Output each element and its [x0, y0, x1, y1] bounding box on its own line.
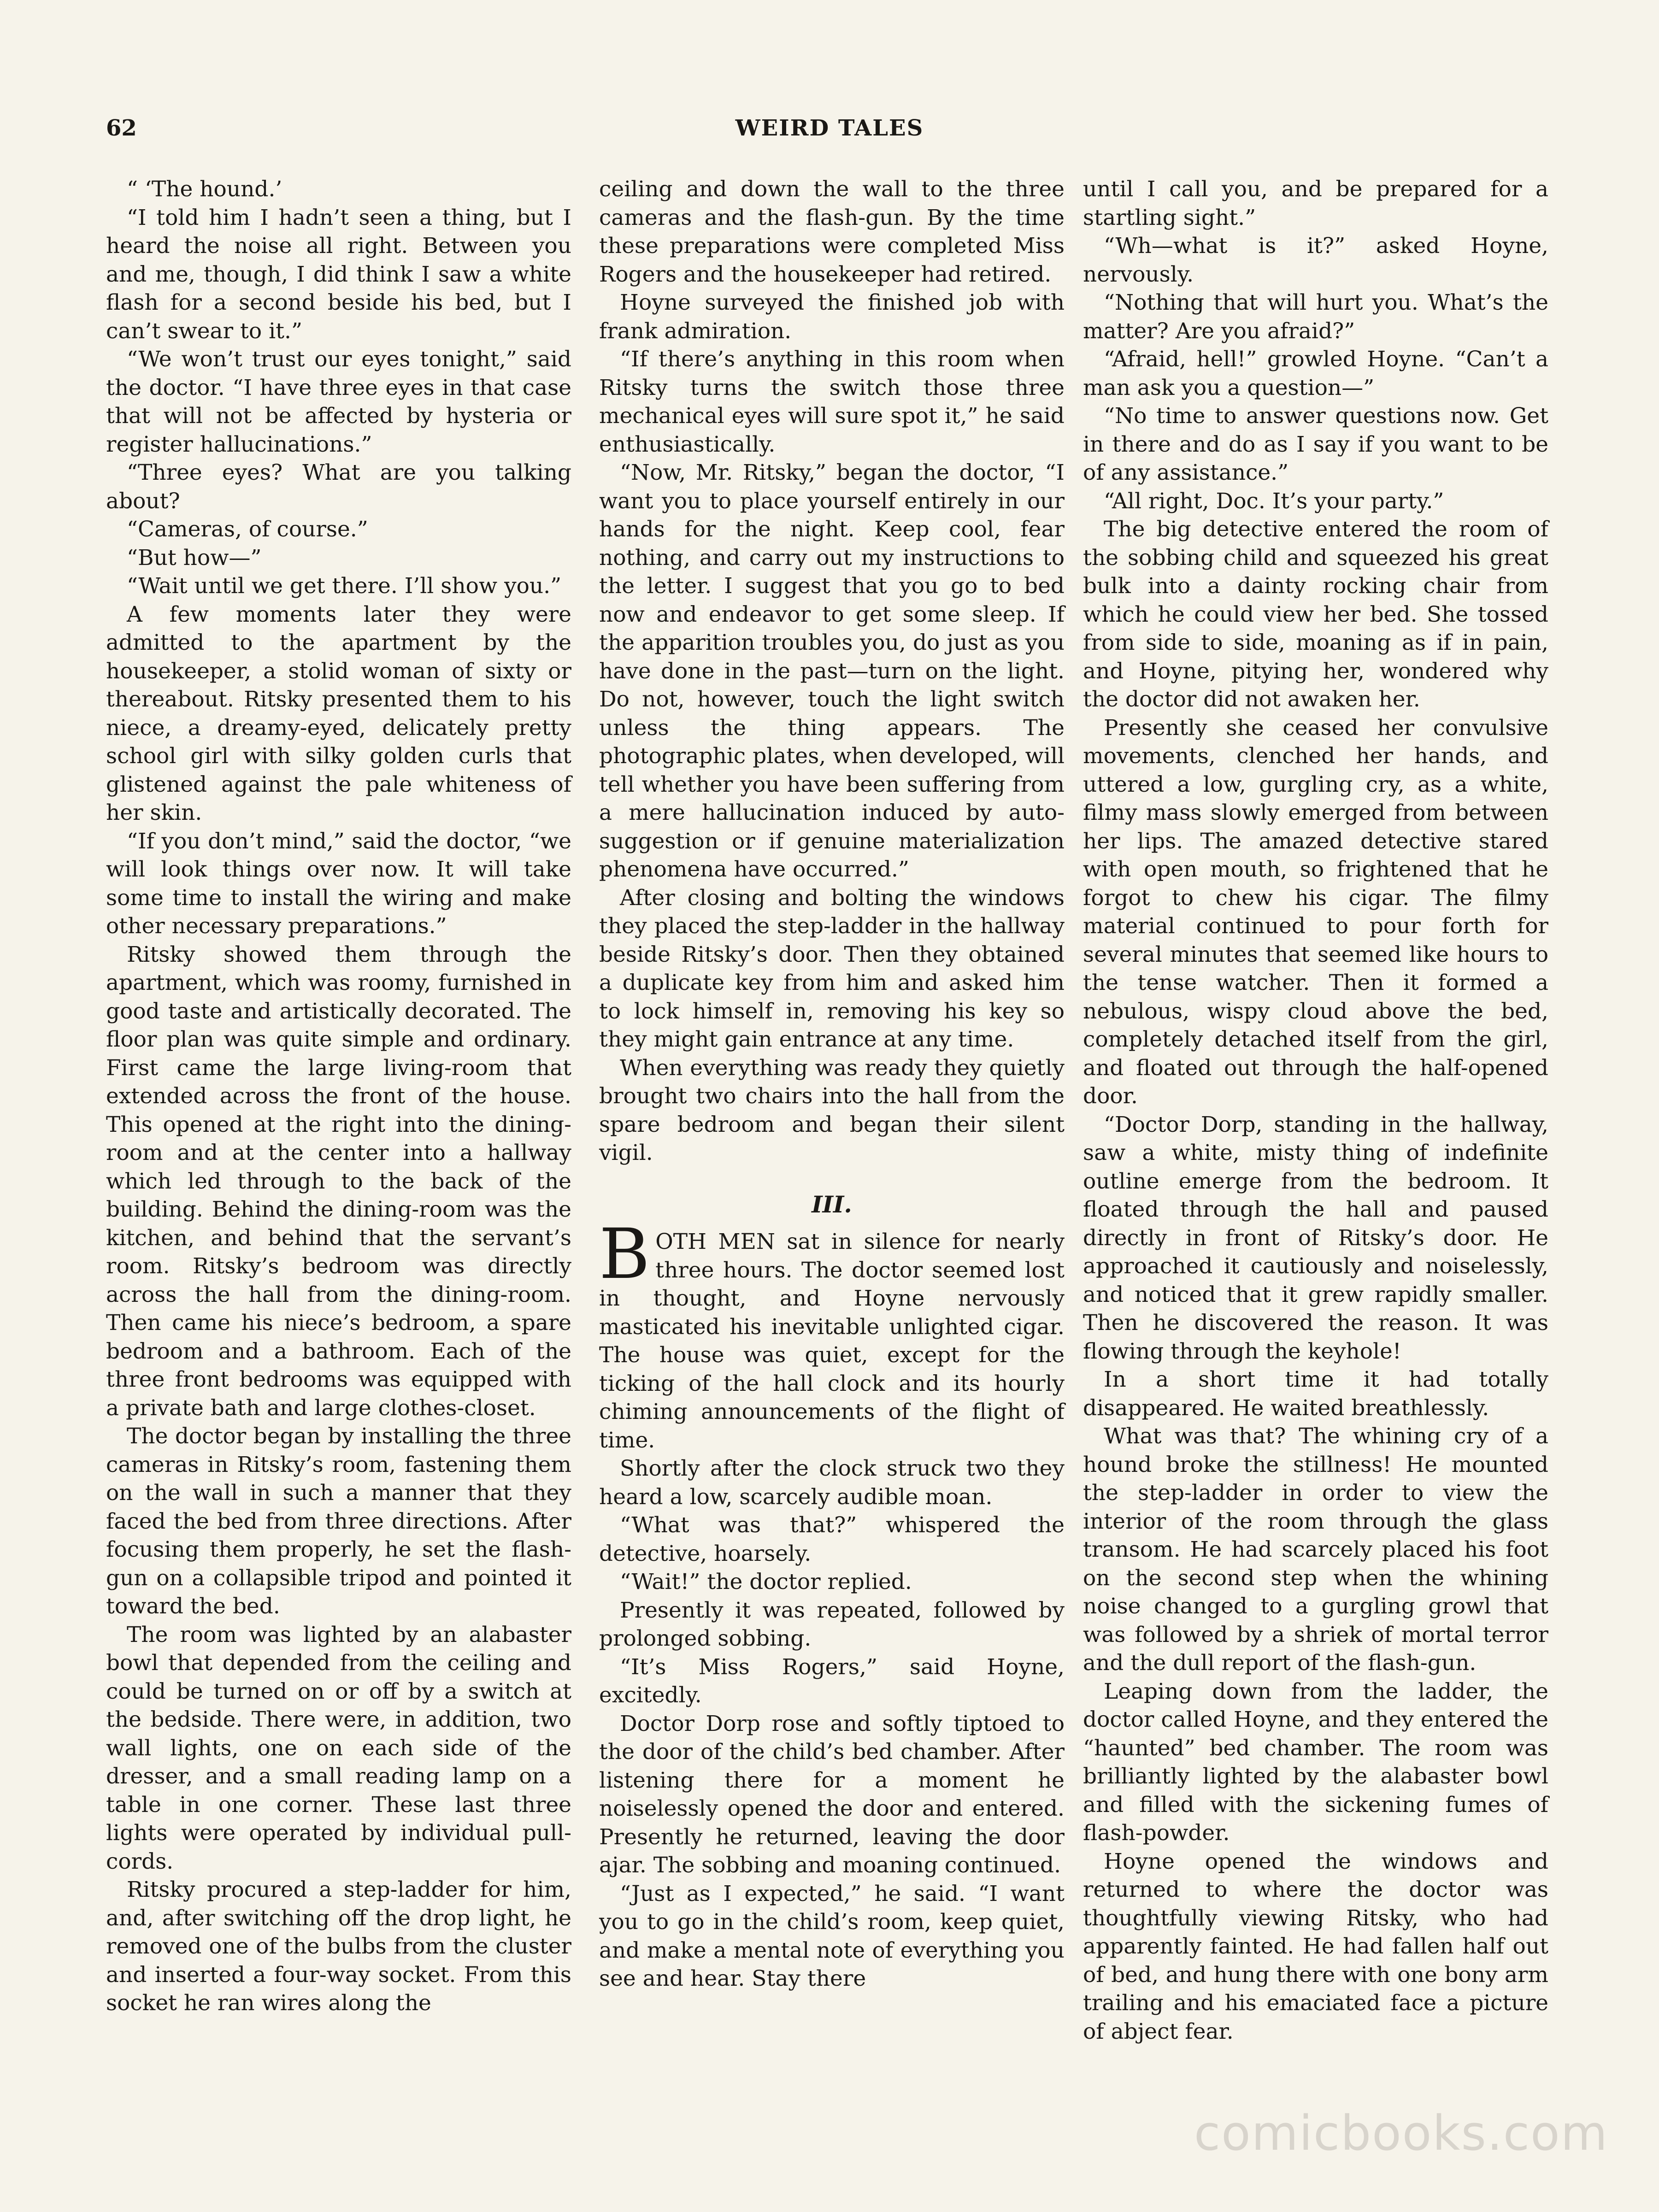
paragraph: “What was that?” whispered the detective, hoarsely.	[599, 1512, 1065, 1566]
paragraph: “ ‘The hound.’	[127, 176, 282, 202]
paragraph: In a short time it had totally disappeared. He waited breathlessly.	[1083, 1367, 1548, 1421]
paragraph: “Three eyes? What are you talking about?	[106, 460, 571, 514]
paragraph: “It’s Miss Rogers,” said Hoyne, excitedly.	[599, 1654, 1065, 1708]
paragraph: “I told him I hadn’t seen a thing, but I heard the noise all right. Between you and me, though, I did think I saw a white flash for a second beside his bed, but I can’t swear to it.”	[106, 205, 571, 344]
paragraph: The big detective entered the room of the sobbing child and squeezed his great bulk into a dainty rocking chair from which he could view her bed. She tossed from side to side, moaning as if in pain, and Hoyne, pitying her, wondered why the doctor did not awaken her.	[1083, 517, 1548, 712]
paragraph: What was that? The whining cry of a hound broke the stillness! He mounted the step-ladder in order to view the interior of the room through the glass transom. He had scarcely placed his foot on the second step when the whining noise changed to a gurgling growl that was followed by a shriek of mortal terror and the dull report of the flash-gun.	[1083, 1424, 1548, 1676]
paragraph: “All right, Doc. It’s your party.”	[1104, 488, 1444, 514]
text-column-1	[106, 175, 571, 2018]
paragraph: Shortly after the clock struck two they heard a low, scarcely audible moan.	[599, 1456, 1065, 1510]
paragraph: When everything was ready they quietly brought two chairs into the hall from the spare bedroom and began their silent vigil.	[599, 1055, 1065, 1165]
section-heading: III.	[812, 1190, 852, 1218]
paragraph: “If you don’t mind,” said the doctor, “we will look things over now. It will take some time to install the wiring and make other necessary preparations.”	[106, 828, 571, 939]
text-column-3	[1083, 175, 1548, 2046]
text-column-2	[599, 175, 1065, 1993]
paragraph: Hoyne opened the windows and returned to where the doctor was thoughtfully viewing Ritsky, who had apparently fainted. He had fallen half out of bed, and hung there with one bony arm trailing and his emaciated face a picture of abject fear.	[1083, 1848, 1548, 2044]
paragraph: Doctor Dorp rose and softly tiptoed to the door of the child’s bed chamber. After listening there for a moment he noiselessly opened the door and entered. Presently he returned, leaving the door ajar. The sobbing and moaning continued.	[599, 1711, 1065, 1878]
paragraph: Ritsky procured a step-ladder for him, and, after switching off the drop light, he removed one of the bulbs from the cluster and inserted a four-way socket. From this socket he ran wires along the	[106, 1877, 571, 2016]
paragraph: “Afraid, hell!” growled Hoyne. “Can’t a man ask you a question—”	[1083, 347, 1548, 400]
paragraph: “Wait until we get there. I’ll show you.”	[127, 573, 562, 599]
paragraph: After closing and bolting the windows they placed the step-ladder in the hallway beside Ritsky’s door. Then they obtained a duplicate key from him and asked him to lock himself in, removing his key so they might gain entrance at any time.	[599, 885, 1065, 1052]
paragraph: “Wh—what is it?” asked Hoyne, nervously.	[1083, 233, 1548, 287]
paragraph: Hoyne surveyed the finished job with frank admiration.	[599, 290, 1065, 344]
paragraph: The doctor began by installing the three cameras in Ritsky’s room, fastening them on the wall in such a manner that they faced the bed from three directions. After focusing them properly, he set the flash-gun on a collapsible tripod and pointed it toward the bed.	[106, 1424, 571, 1619]
paragraph: “Just as I expected,” he said. “I want you to go in the child’s room, keep quiet, and make a mental note of everything you see and hear. Stay there	[599, 1881, 1065, 1991]
page-number: 62	[106, 115, 137, 141]
running-title: WEIRD TALES	[735, 115, 924, 141]
drop-cap: B	[599, 1214, 650, 1294]
paragraph: Ritsky showed them through the apartment, which was roomy, furnished in good taste and artistically decorated. The floor plan was quite simple and ordinary. First came the large living-room that extended across the front of the house. This opened at the right into the dining-room and at the center into a hallway which led through to the back of the building. Behind the dining-room was the kitchen, and behind that the servant’s room. Ritsky’s bedroom was directly across the hall from the dining-room. Then came his niece’s bedroom, a spare bedroom and a bathroom. Each of the three front bedrooms was equipped with a private bath and large clothes-closet.	[106, 941, 571, 1421]
page-header	[106, 115, 1553, 152]
paragraph: The room was lighted by an alabaster bowl that depended from the ceiling and could be turned on or off by a switch at the bedside. There were, in addition, two wall lights, one on each side of the dresser, and a small reading lamp on a table in one corner. These last three lights were operated by individual pull-cords.	[106, 1622, 571, 1874]
paragraph: Leaping down from the ladder, the doctor called Hoyne, and they entered the “haunted” bed chamber. The room was brilliantly lighted by the alabaster bowl and filled with the sickening fumes of flash-powder.	[1083, 1678, 1548, 1846]
paragraph: “But how—”	[127, 545, 262, 571]
paragraph: Presently she ceased her convulsive movements, clenched her hands, and uttered a low, gurgling cry, as a white, filmy mass slowly emerged from between her lips. The amazed detective stared with open mouth, so frightened that he forgot to chew his cigar. The filmy material continued to pour forth for several minutes that seemed like hours to the tense watcher. Then it formed a nebulous, wispy cloud above the bed, completely detached itself from the girl, and floated out through the half-opened door.	[1083, 715, 1548, 1109]
paragraph: “Wait!” the doctor replied.	[620, 1569, 912, 1594]
paragraph: “No time to answer questions now. Get in there and do as I say if you want to be of any assistance.”	[1083, 403, 1548, 485]
opening-paragraph	[599, 1214, 1065, 1454]
paragraph: A few moments later they were admitted to the apartment by the housekeeper, a stolid woman of sixty or thereabout. Ritsky presented them to his niece, a dreamy-eyed, delicately pretty school girl with silky golden curls that glistened against the pale whiteness of her skin.	[106, 601, 571, 825]
paragraph: ceiling and down the wall to the three cameras and the flash-gun. By the time these preparations were completed Miss Rogers and the housekeeper had retired.	[599, 176, 1065, 287]
paragraph: “If there’s anything in this room when Ritsky turns the switch those three mechanical eyes will sure spot it,” he said enthusiastically.	[599, 347, 1065, 457]
paragraph: “Doctor Dorp, standing in the hallway, saw a white, misty thing of indefinite outline emerge from the bedroom. It floated through the hall and paused directly in front of Ritsky’s door. He approached it cautiously and noiselessly, and noticed that it grew rapidly smaller. Then he discovered the reason. It was flowing through the keyhole!	[1083, 1112, 1548, 1364]
watermark-logo: comicbooks.com	[1194, 2105, 1608, 2161]
paragraph: “Nothing that will hurt you. What’s the matter? Are you afraid?”	[1083, 290, 1548, 344]
paragraph: “Cameras, of course.”	[127, 517, 368, 542]
opening-text: OTH MEN sat in silence for nearly three hours. The doctor seemed lost in thought, and Hoyne nervously masticated his inevitable unlighted cigar. The house was quiet, except for the ticking of the hall clock and its hourly chiming announcements of the flight of time.	[599, 1229, 1065, 1453]
paragraph: until I call you, and be prepared for a startling sight.”	[1083, 176, 1548, 230]
paragraph: “Now, Mr. Ritsky,” began the doctor, “I want you to place yourself entirely in our hands for the night. Keep cool, fear nothing, and carry out my instructions to the letter. I suggest that you go to bed now and endeavor to get some sleep. If the apparition troubles you, do just as you have done in the past—turn on the light. Do not, however, touch the light switch unless the thing appears. The photographic plates, when developed, will tell whether you have been suffering from a mere hallucination induced by auto-suggestion or if genuine materialization phenomena have occurred.”	[599, 460, 1065, 882]
paragraph: Presently it was repeated, followed by prolonged sobbing.	[599, 1597, 1065, 1651]
paragraph: “We won’t trust our eyes tonight,” said the doctor. “I have three eyes in that case that will not be affected by hysteria or register hallucinations.”	[106, 347, 571, 457]
